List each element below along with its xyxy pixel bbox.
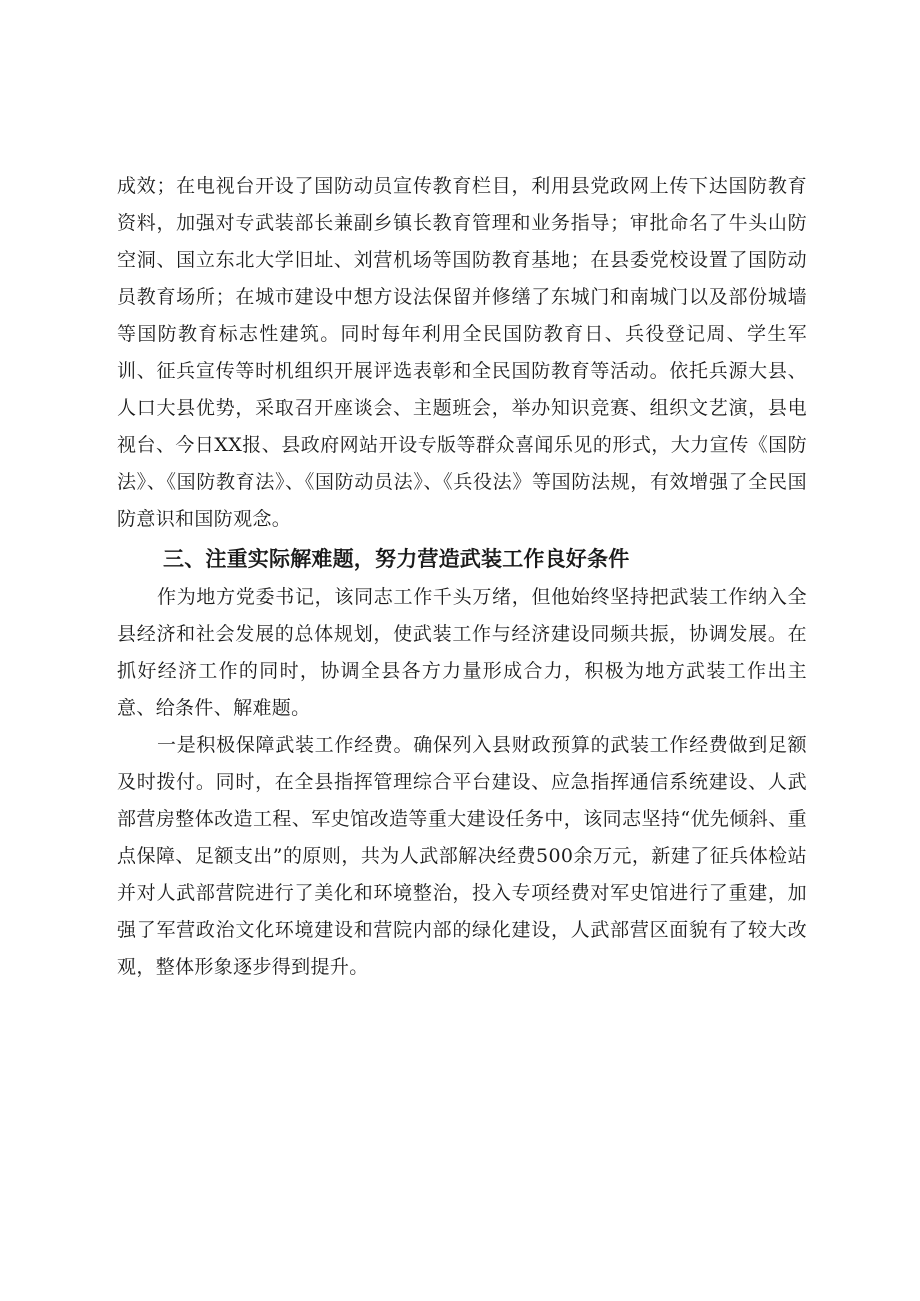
section-heading: 三、注重实际解难题，努力营造武装工作良好条件 bbox=[163, 547, 630, 571]
paragraph-funding: 一是积极保障武装工作经费。确保列入县财政预算的武装工作经费做到足额及时拨付。同时，在全县指挥管理综合平台建设、应急指挥通信系统建设、人武部营房整体改造工程、军史馆改造等重大建设任务中，该同志坚持“优先倾斜、重点保障、足额支出”的原则，共为人武部解决经费500余万元，新建了征兵体检站并对人武部营院进行了美化和环境整治，投入专项经费对军史馆进行了重建，加强了军营政治文化环境建设和营院内部的绿化建设，人武部营区面貌有了较大改观，整体形象逐步得到提升。 bbox=[117, 734, 807, 978]
document-body bbox=[117, 168, 807, 986]
paragraph-intro: 作为地方党委书记，该同志工作千头万绪，但他始终坚持把武装工作纳入全县经济和社会发展的总体规划，使武装工作与经济建设同频共振，协调发展。在抓好经济工作的同时，协调全县各方力量形成合力，积极为地方武装工作出主意、给条件、解难题。 bbox=[117, 586, 807, 719]
paragraph-continuation: 成效；在电视台开设了国防动员宣传教育栏目，利用县党政网上传下达国防教育资料，加强对专武装部长兼副乡镇长教育管理和业务指导；审批命名了牛头山防空洞、国立东北大学旧址、刘营机场等国防教育基地；在县委党校设置了国防动员教育场所；在城市建设中想方设法保留并修缮了东城门和南城门以及部份城墙等国防教育标志性建筑。同时每年利用全民国防教育日、兵役登记周、学生军训、征兵宣传等时机组织开展评选表彰和全民国防教育等活动。依托兵源大县、人口大县优势，采取召开座谈会、主题班会，举办知识竞赛、组织文艺演，县电视台、今日XX报、县政府网站开设专版等群众喜闻乐见的形式，大力宣传《国防法》、《国防教育法》、《国防动员法》、《兵役法》等国防法规，有效增强了全民国防意识和国防观念。 bbox=[117, 175, 807, 530]
